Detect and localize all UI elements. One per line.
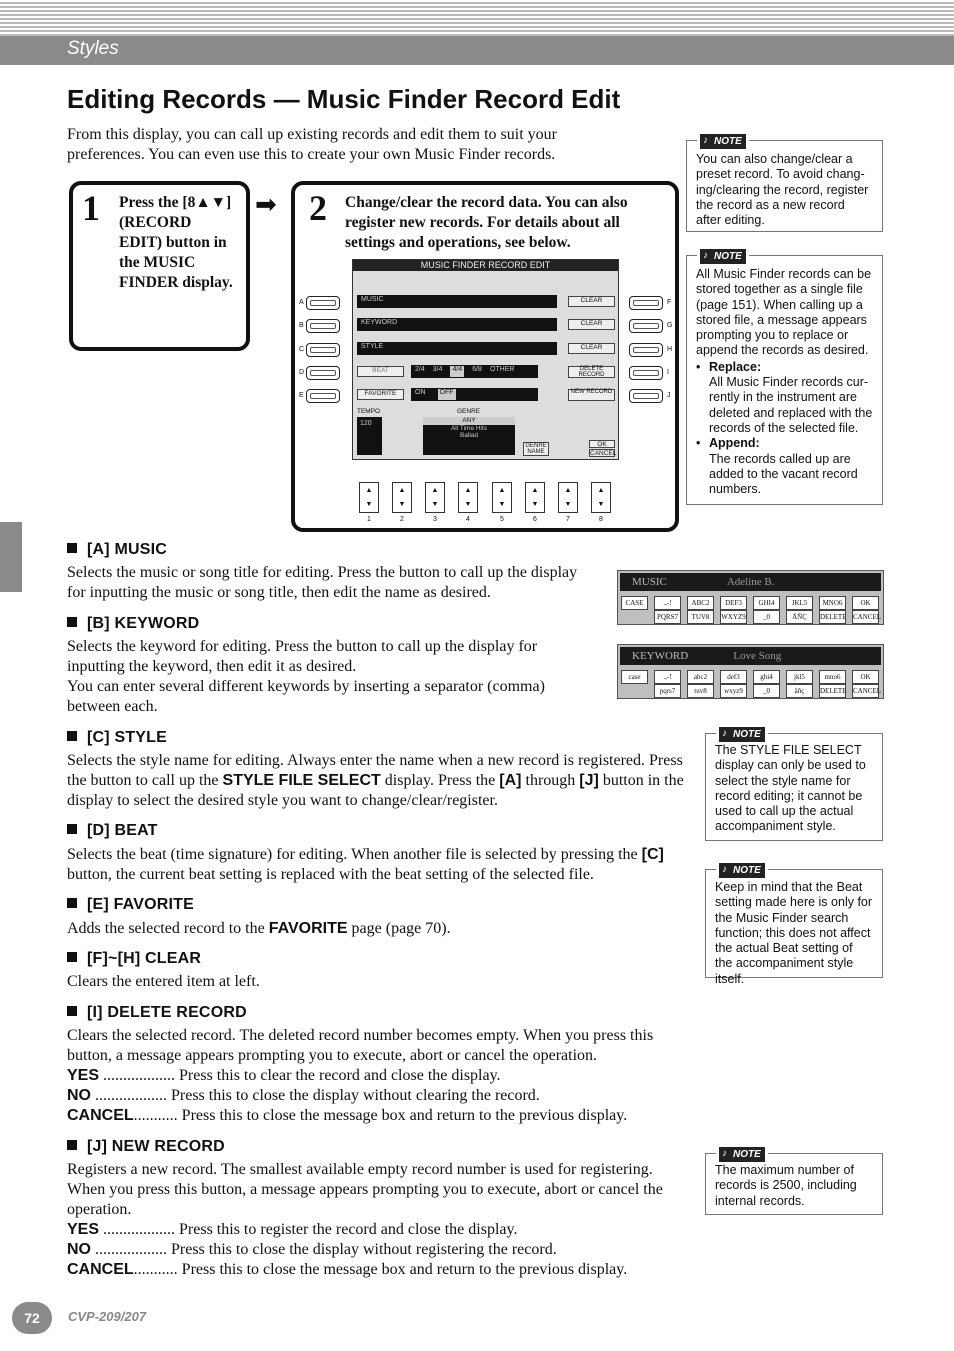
button-number: 4: [466, 516, 470, 523]
section-title: Styles: [67, 38, 119, 59]
button-letter: I: [667, 369, 669, 376]
section-text: Adds the selected record to the FAVORITE page (page 70).: [67, 920, 451, 937]
note-text: You can also change/clear a preset record. To avoid chang-ing/clearing the record, register the record as a new record after editing.: [696, 152, 869, 228]
clear-h-button[interactable]: CLEAR: [568, 343, 615, 354]
keyboard-key[interactable]: TUV8: [687, 610, 714, 624]
updown-button-2[interactable]: ▲ ▼: [392, 482, 412, 513]
keyboard-key[interactable]: wxyz9: [720, 684, 747, 698]
intro-text: From this display, you can call up existing records and edit them to suit your preferences. You can even use this to create your own Music Finder records.: [67, 126, 557, 163]
option-line: YES .................. Press this to register the record and close the display.: [67, 1221, 518, 1238]
panel-button-d[interactable]: [306, 366, 340, 380]
keyboard-key[interactable]: CASE: [621, 596, 648, 610]
keyboard-key[interactable]: DELETE: [819, 684, 846, 698]
keyboard-key[interactable]: def3: [720, 670, 747, 684]
updown-button-1[interactable]: ▲ ▼: [359, 482, 379, 513]
keyboard-key[interactable]: MNO6: [819, 596, 846, 610]
updown-button-5[interactable]: ▲ ▼: [492, 482, 512, 513]
button-number: 5: [500, 516, 504, 523]
section-text: Selects the beat (time signature) for editing. When another file is selected by pressing the [C] button, the current beat setting is replaced with the beat setting of the selected file.: [67, 846, 664, 883]
tempo-label: TEMPO: [357, 408, 381, 415]
page-number: 72: [12, 1302, 52, 1334]
keyboard-key[interactable]: ABC2: [687, 596, 714, 610]
section-heading: [I] DELETE RECORD: [67, 1004, 247, 1022]
button-letter: E: [299, 392, 304, 399]
button-letter: A: [299, 299, 304, 306]
section-text: Clears the entered item at left.: [67, 973, 260, 990]
note-box: [686, 136, 883, 232]
section-text: Selects the keyword for editing. Press the button to call up the display for inputting the keyword, then edit it as desired.: [67, 638, 538, 675]
updown-button-7[interactable]: ▲ ▼: [558, 482, 578, 513]
section-heading: [D] BEAT: [67, 822, 158, 840]
note-label: ♪ NOTE: [697, 133, 749, 149]
button-letter: F: [667, 299, 672, 306]
clear-f-button[interactable]: CLEAR: [568, 296, 615, 307]
new-record-button[interactable]: NEW RECORD: [568, 389, 615, 401]
keyboard-key[interactable]: .,-!: [654, 596, 681, 610]
keyboard-key[interactable]: JKL5: [786, 596, 813, 610]
note-box: [686, 251, 883, 505]
keyboard-key[interactable]: abc2: [687, 670, 714, 684]
updown-button-6[interactable]: ▲ ▼: [525, 482, 545, 513]
genre-label: GENRE: [457, 408, 481, 415]
option-line: NO .................. Press this to close the display without registering the record.: [67, 1241, 557, 1258]
section-text: Registers a new record. The smallest available empty record number is used for registering. When you press this button, a message appears prompting you to execute, abort or cancel the operation.: [67, 1161, 663, 1218]
note-box: [705, 1149, 883, 1215]
panel-button-c[interactable]: [306, 343, 340, 357]
keyboard-key[interactable]: WXYZ9: [720, 610, 747, 624]
keyboard-key[interactable]: DEF3: [720, 596, 747, 610]
keyword-field[interactable]: KEYWORD: [357, 318, 557, 331]
panel-button-b[interactable]: [306, 319, 340, 333]
music-input-keyboard: [617, 570, 884, 625]
step-text: Change/clear the record data. You can also register new records. For details about all settings and operations, see below.: [345, 194, 628, 251]
keyword-input-keyboard: [617, 644, 884, 699]
section-heading: [E] FAVORITE: [67, 896, 194, 914]
section-bar: [0, 36, 954, 65]
music-field[interactable]: MUSIC: [357, 295, 557, 308]
note-label: ♪ NOTE: [716, 726, 768, 742]
note-label: ♪ NOTE: [716, 862, 768, 878]
panel-button-f[interactable]: [629, 296, 663, 310]
button-letter: H: [667, 346, 673, 353]
note-item: • Append: The records called up are added to the vacant record numbers.: [696, 436, 858, 497]
section-heading: [A] MUSIC: [67, 541, 167, 559]
button-number: 7: [566, 516, 570, 523]
updown-button-8[interactable]: ▲ ▼: [591, 482, 611, 513]
keyboard-key[interactable]: mno6: [819, 670, 846, 684]
option-line: CANCEL........... Press this to close the message box and return to the previous display.: [67, 1261, 628, 1278]
button-letter: J: [667, 392, 671, 399]
keyboard-key[interactable]: CANCEL: [852, 684, 879, 698]
keyboard-key[interactable]: .,-!: [654, 670, 681, 684]
panel-button-h[interactable]: [629, 343, 663, 357]
music-input-display[interactable]: MUSIC Adeline B.: [620, 573, 881, 591]
thumb-tab: [0, 522, 22, 592]
button-number: 2: [400, 516, 404, 523]
keyboard-key[interactable]: äñç: [786, 684, 813, 698]
button-number: 1: [367, 516, 371, 523]
page-title: Editing Records — Music Finder Record Edit: [67, 84, 621, 114]
note-label: ♪ NOTE: [697, 248, 749, 264]
keyboard-key[interactable]: tuv8: [687, 684, 714, 698]
genre-name-button[interactable]: GENRE NAME: [523, 442, 549, 456]
panel-button-e[interactable]: [306, 389, 340, 403]
step-number: 1: [82, 188, 100, 228]
button-letter: B: [299, 322, 304, 329]
keyboard-key[interactable]: OK: [852, 670, 879, 684]
button-letter: G: [667, 322, 673, 329]
panel-button-a[interactable]: [306, 296, 340, 310]
screen-title: MUSIC FINDER RECORD EDIT: [353, 260, 618, 271]
section-text: Clears the selected record. The deleted record number becomes empty. When you press this button, a message appears prompting you to execute, abort or cancel the operation.: [67, 1027, 654, 1064]
note-text: All Music Finder records can be stored together as a single file (page 151). When calling up a stored file, a message appears prompting you to replace or append the records as desired.: [696, 267, 872, 358]
note-item: • Replace: All Music Finder records cur-rently in the instrument are deleted and replaced with the records of the selected file.: [696, 359, 873, 435]
panel-button-i[interactable]: [629, 366, 663, 380]
step-1-box: [69, 181, 250, 351]
note-box: [705, 729, 883, 841]
beat-label[interactable]: BEAT: [357, 366, 404, 377]
note-text: Keep in mind that the Beat setting made here is only for the Music Finder search function; this does not affect the actual Beat setting of the accompaniment style itself.: [715, 880, 873, 986]
section-text: You can enter several different keywords by inserting a separator (comma) between each.: [67, 678, 545, 715]
model-name: CVP-209/207: [68, 1309, 147, 1324]
keyboard-key[interactable]: ghi4: [753, 670, 780, 684]
keyboard-key[interactable]: GHI4: [753, 596, 780, 610]
genre-list[interactable]: ANY All Time Hits Ballad: [423, 417, 515, 455]
note-label: ♪ NOTE: [716, 1146, 768, 1162]
button-number: 8: [599, 516, 603, 523]
delete-record-button[interactable]: DELETE RECORD: [568, 366, 615, 378]
section-heading: [J] NEW RECORD: [67, 1138, 225, 1156]
section-text: Selects the music or song title for editing. Press the button to call up the display for inputting the music or song title, then edit the name as desired.: [67, 564, 578, 601]
note-text: The STYLE FILE SELECT display can only be used to select the style name for record editing; it cannot be used to call up the actual accompaniment style.: [715, 743, 866, 834]
section-heading: [C] STYLE: [67, 729, 167, 747]
arrow-right-icon: ➡: [255, 190, 277, 219]
keyboard-key[interactable]: OK: [852, 596, 879, 610]
keyboard-key[interactable]: jkl5: [786, 670, 813, 684]
keyword-input-display[interactable]: KEYWORD Love Song: [620, 647, 881, 665]
favorite-label[interactable]: FAVORITE: [357, 389, 404, 400]
note-text: The maximum number of records is 2500, including internal records.: [715, 1163, 857, 1208]
cancel-button[interactable]: CANCEL: [590, 450, 617, 457]
header-stripes: [0, 0, 954, 36]
note-box: [705, 865, 883, 986]
keyboard-key[interactable]: case: [621, 670, 648, 684]
keyboard-key[interactable]: CANCEL: [852, 610, 879, 624]
panel-button-j[interactable]: [629, 389, 663, 403]
button-letter: D: [299, 369, 305, 376]
ok-button[interactable]: OK: [589, 440, 615, 448]
updown-button-4[interactable]: ▲ ▼: [458, 482, 478, 513]
option-line: YES .................. Press this to clear the record and close the display.: [67, 1067, 501, 1084]
keyboard-key[interactable]: DELETE: [819, 610, 846, 624]
button-number: 3: [433, 516, 437, 523]
clear-g-button[interactable]: CLEAR: [568, 319, 615, 330]
record-edit-screen: [352, 259, 619, 460]
option-line: CANCEL........... Press this to close the message box and return to the previous display.: [67, 1107, 628, 1124]
keyboard-key[interactable]: _0: [753, 684, 780, 698]
button-letter: C: [299, 346, 305, 353]
keyboard-key[interactable]: _0: [753, 610, 780, 624]
section-heading: [F]~[H] CLEAR: [67, 950, 201, 968]
keyboard-key[interactable]: PQRS7: [654, 610, 681, 624]
beat-selector[interactable]: 2/4 3/4 4/4 6/8 OTHER: [411, 365, 538, 378]
tempo-display[interactable]: 120: [357, 417, 382, 455]
button-number: 6: [533, 516, 537, 523]
section-text: Selects the style name for editing. Always enter the name when a new record is registered. Press the button to call up the STYLE FILE SELECT display. Press the [A] through [J] button in the display to select the desired style you want to change/clear/register.: [67, 752, 684, 809]
keyboard-key[interactable]: ÄÑÇ: [786, 610, 813, 624]
panel-button-g[interactable]: [629, 319, 663, 333]
step-text: Press the [8▲▼] (RECORD EDIT) button in the MUSIC FINDER display.: [119, 194, 233, 291]
updown-button-3[interactable]: ▲ ▼: [425, 482, 445, 513]
step-number: 2: [309, 188, 327, 228]
option-line: NO .................. Press this to close the display without clearing the record.: [67, 1087, 540, 1104]
section-heading: [B] KEYWORD: [67, 615, 199, 633]
keyboard-key[interactable]: pqrs7: [654, 684, 681, 698]
favorite-selector[interactable]: ON OFF: [411, 388, 538, 401]
style-field[interactable]: STYLE: [357, 342, 557, 355]
